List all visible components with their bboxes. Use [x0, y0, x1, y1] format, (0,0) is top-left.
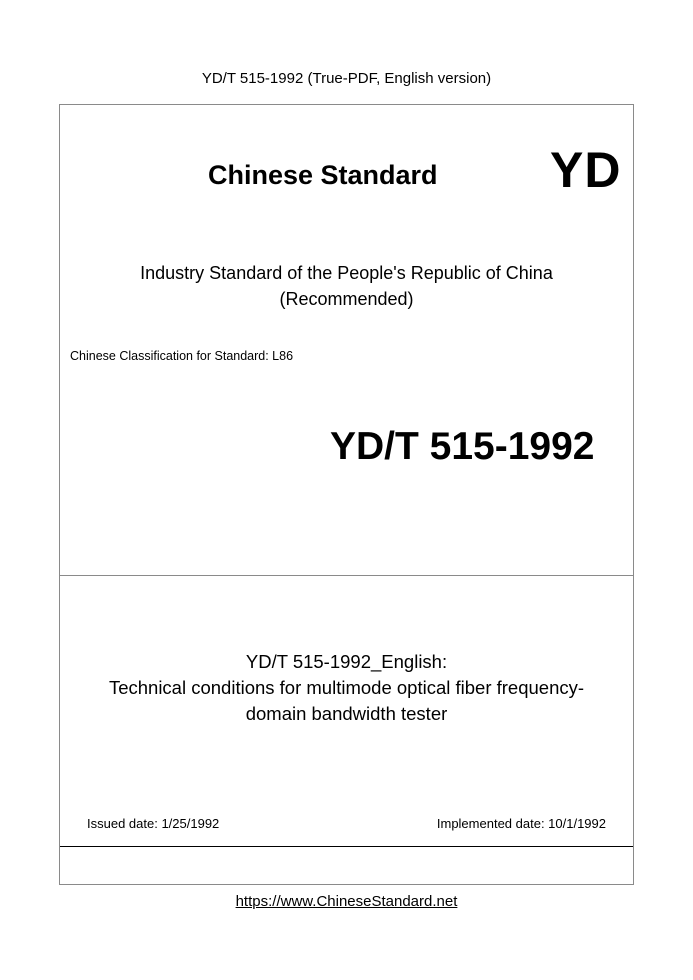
industry-line: Industry Standard of the People's Republic of China — [140, 263, 553, 283]
classification-label: Chinese Classification for Standard: L86 — [70, 349, 294, 363]
title-line-3: domain bandwidth tester — [245, 703, 448, 724]
title-line-1: YD/T 515-1992_English: — [245, 651, 448, 672]
issued-date: Issued date: 1/25/1992 — [87, 816, 220, 831]
website-footer — [0, 893, 693, 910]
brand-title: Chinese Standard — [208, 160, 438, 190]
industry-statement — [60, 260, 633, 312]
document-header: YD/T 515-1992 (True-PDF, English version) — [201, 70, 492, 87]
title-line-2: Technical conditions for multimode optical fiber frequency- — [108, 677, 585, 698]
cover-upper-section — [60, 105, 633, 575]
footer-band — [60, 846, 633, 885]
document-title — [60, 649, 633, 727]
cover-frame — [59, 104, 634, 885]
standard-number: YD/T 515-1992 — [330, 425, 595, 468]
recommended-line: (Recommended) — [279, 289, 414, 309]
implemented-date: Implemented date: 10/1/1992 — [436, 816, 606, 831]
cover-lower-section — [60, 576, 633, 845]
website-link[interactable]: https://www.ChineseStandard.net — [235, 893, 458, 910]
standard-mark: YD — [550, 142, 622, 198]
